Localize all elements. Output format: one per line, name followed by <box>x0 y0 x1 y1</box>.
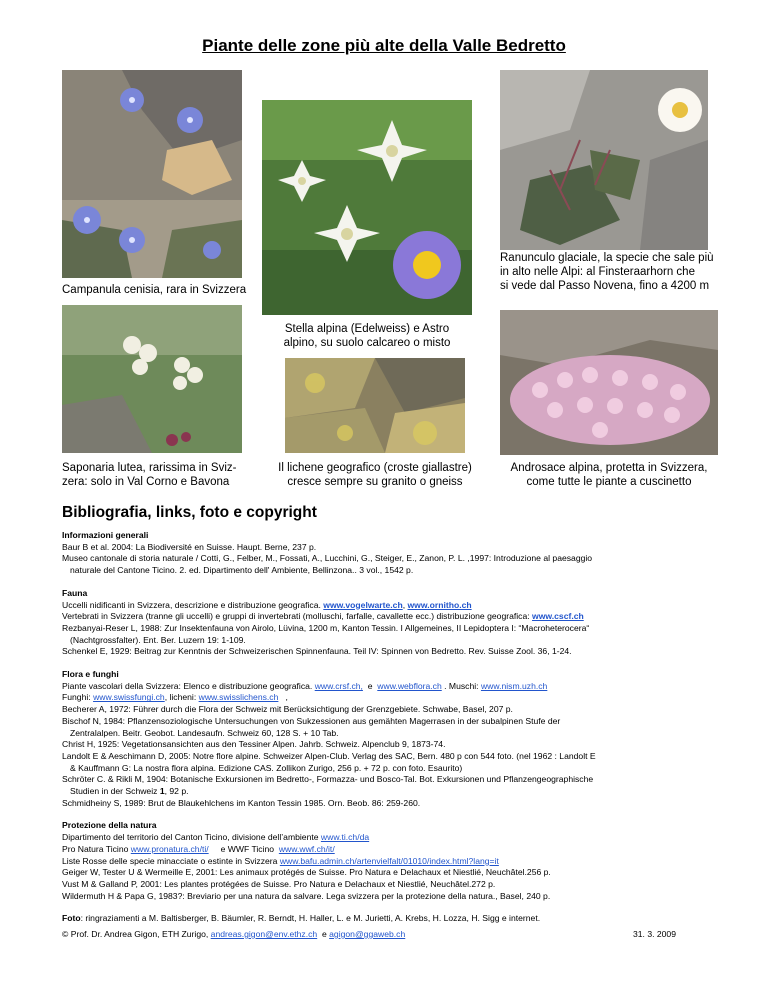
email-link-ggaweb[interactable]: agigon@ggaweb.ch <box>329 929 406 939</box>
reference <box>62 681 752 693</box>
section-fauna <box>62 588 752 658</box>
reference-continued <box>62 786 752 798</box>
reference: Schröter C. & Rikli M, 1904: Botanische Exkursionen im Bedretto-, Formazza- und Bosco-Tal. Bot. Exkursionen und Pflanzengeographische <box>62 774 594 785</box>
reference-continued: (Nachtgrossfalter). Ent. Ber. Luzern 19: 1-109. <box>70 634 246 645</box>
reference-continued: naturale del Cantone Ticino. 2. ed. Dipartimento dell' Ambiente, Bellinzona.. 3 vol., 1542 p. <box>70 565 414 576</box>
reference: Schmidheiny S, 1989: Brut de Blaukehlchens im Kanton Tessin 1985. Orn. Beob. 86: 259-260. <box>62 797 421 808</box>
androsace-caption-line2: come tutte le piante a cuscinetto <box>526 476 692 488</box>
reference: Vust M & Galland P, 2001: Les plantes protégées de Suisse. Pro Natura e Delachaux et Niestlié, Neuchâtel.272 p. <box>62 878 496 889</box>
cscf-link[interactable]: www.cscf.ch <box>532 611 584 622</box>
ranunculo-photo <box>500 70 708 250</box>
stella-caption-line2: alpino, su suolo calcareo o misto <box>283 337 451 349</box>
lichene-photo <box>285 358 465 453</box>
ti-da-link[interactable]: www.ti.ch/da <box>320 832 370 843</box>
androsace-caption <box>495 461 723 489</box>
swisslichens-link[interactable]: www.swisslichens.ch <box>198 692 279 703</box>
wwf-link[interactable]: www.wwf.ch/it/ <box>278 843 335 854</box>
photo-credits-label: Foto <box>62 913 81 924</box>
stella-caption <box>262 322 472 350</box>
reference: Baur B et al. 2004: La Biodiversité en Suisse. Haupt. Berne, 237 p. <box>62 541 317 552</box>
reference-text: . Muschi: <box>441 680 481 691</box>
nism-link[interactable]: www.nism.uzh.ch <box>480 680 548 691</box>
reference <box>62 844 752 856</box>
reference-continued: Zentralalpen. Beitr. Geobot. Landesaufn. Schweiz 60, 128 S. + 10 Tab. <box>70 727 339 738</box>
copyright-footer <box>62 929 405 939</box>
reference <box>62 611 752 623</box>
pronatura-link[interactable]: www.pronatura.ch/ti/ <box>130 843 209 854</box>
saponaria-caption-line1: Saponaria lutea, rarissima in Sviz- <box>62 462 237 474</box>
androsace-photo <box>500 310 718 455</box>
section-heading: Informazioni generali <box>62 530 149 540</box>
email-link-ethz[interactable]: andreas.gigon@env.ethz.ch <box>210 929 318 939</box>
reference: Christ H, 1925: Vegetationsansichten aus den Tessiner Alpen. Jahrb. Schweiz. Alpenclub 9, 1873-74. <box>62 739 446 750</box>
reference: Bischof N, 1984: Pflanzensoziologische Untersuchungen von Sukzessionen aus gemähten Magerrasen in der subalpinen Stufe der <box>62 715 561 726</box>
reference: Rezbanyai-Reser L, 1988: Zur Insektenfauna von Airolo, Lüvina, 1200 m, Kanton Tessin. I Allgemeines, II Lepidoptera I: “Macroheterocera“ <box>62 622 590 633</box>
lichene-caption-line2: cresce sempre su granito o gneiss <box>287 476 463 488</box>
reference-text: Funghi: <box>62 692 94 703</box>
campanula-caption: Campanula cenisia, rara in Svizzera <box>62 284 247 296</box>
ranunculo-caption <box>500 251 714 293</box>
photo-credits <box>62 913 752 925</box>
reference-text: Pro Natura Ticino <box>62 843 131 854</box>
bibliography <box>62 530 752 925</box>
reference <box>62 832 752 844</box>
reference: Wildermuth H & Papa G, 1983?: Breviario per una natura da salvare. Lega svizzera per la protezione della natura., Basel, 240 p. <box>62 890 551 901</box>
reference <box>62 692 752 704</box>
photo-credits-text: : ringraziamenti a M. Baltisberger, B. Bäumler, R. Berndt, H. Haller, L. e M. Jurietti, A. Krebs, H. Lozza, H. Sigg e internet. <box>80 913 541 924</box>
reference: Becherer A, 1972: Führer durch die Flora der Schweiz mit Berücksichtigung der Grenzgebiete. Schwabe, Basel, 207 p. <box>62 704 513 715</box>
reference-continued: & Kauffmann G: La nostra flora alpina. Edizione CAS. Zollikon Zurigo, 256 p. + 72 p. con foto. Esaurito) <box>70 762 463 773</box>
section-heading: Fauna <box>62 587 88 598</box>
reference-text: Studien in der Schweiz <box>70 786 160 797</box>
ranunculo-caption-line3: si vede dal Passo Novena, fino a 4200 m <box>500 280 710 292</box>
section-heading: Protezione della natura <box>62 820 157 831</box>
swissfungi-link[interactable]: www.swissfungi.ch <box>93 692 165 703</box>
reference-text: , licheni: <box>164 692 199 703</box>
reference-text: Liste Rosse delle specie minacciate o estinte in Svizzera <box>62 855 280 866</box>
reference-text: e WWF Ticino <box>208 843 279 854</box>
reference: Schenkel E, 1929: Beitrag zur Kenntnis der Schweizerischen Spinnenfauna. Teil IV: Spinnen von Bedretto. Rev. Suisse Zool. 36, 1-24. <box>62 646 572 657</box>
reference <box>62 856 752 868</box>
separator: , <box>402 599 408 610</box>
bibliography-heading: Bibliografia, links, foto e copyright <box>62 504 317 521</box>
reference: Landolt E & Aeschimann D, 2005: Notre flore alpine. Schweizer Alpen-Club. Verlag des SAC, Bern. 480 p con 544 foto. (nel 1962 : Landolt E <box>62 750 596 761</box>
section-flora <box>62 669 752 809</box>
stella-caption-line1: Stella alpina (Edelweiss) e Astro <box>284 323 450 335</box>
saponaria-caption-line2: zera: solo in Val Corno e Bavona <box>62 476 230 488</box>
reference-text: e <box>362 680 378 691</box>
document-date: 31. 3. 2009 <box>632 929 676 939</box>
reference-text: Piante vascolari della Svizzera: Elenco e distribuzione geografica. <box>62 680 315 691</box>
crsf-link[interactable]: www.crsf.ch, <box>314 680 363 691</box>
reference <box>62 600 752 612</box>
lichene-caption-line1: Il lichene geografico (croste giallastre) <box>278 462 472 474</box>
vogelwarte-link[interactable]: www.vogelwarte.ch <box>323 599 403 610</box>
section-protezione <box>62 820 752 902</box>
ornitho-link[interactable]: www.ornitho.ch <box>407 599 472 610</box>
separator: e <box>317 929 330 939</box>
saponaria-caption <box>62 461 237 489</box>
section-heading: Flora e funghi <box>62 669 119 680</box>
page-title: Piante delle zone più alte della Valle Bedretto <box>202 36 566 55</box>
campanula-photo <box>62 70 242 278</box>
lichene-caption <box>245 461 505 489</box>
ranunculo-caption-line2: in alto nelle Alpi: al Finsteraarhorn che <box>500 266 695 278</box>
saponaria-photo <box>62 305 242 453</box>
reference-text: Dipartimento del territorio del Canton Ticino, divisione dell’ambiente <box>62 832 321 843</box>
section-informazioni <box>62 530 752 577</box>
reference: Museo cantonale di storia naturale / Cotti, G., Felber, M., Fossati, A., Lucchini, G., Steiger, E., Zanon, P. L. ,1997: Introduzione al paesaggio <box>62 553 593 564</box>
androsace-caption-line1: Androsace alpina, protetta in Svizzera, <box>510 462 708 474</box>
reference-text: , <box>278 692 288 703</box>
reference-text: Uccelli nidificanti in Svizzera, descrizione e distribuzione geografica. <box>62 599 324 610</box>
webflora-link[interactable]: www.webflora.ch <box>377 680 442 691</box>
reference-text: , 92 p. <box>164 786 189 797</box>
ranunculo-caption-line1: Ranunculo glaciale, la specie che sale più <box>500 252 714 264</box>
bafu-link[interactable]: www.bafu.admin.ch/artenvielfalt/01010/index.html?lang=it <box>279 855 499 866</box>
reference: Geiger W, Tester U & Wermeille E, 2001: Les animaux protégés de Suisse. Pro Natura e Delachaux et Niestlié, Neuchâtel.256 p. <box>62 867 551 878</box>
copyright-text: © Prof. Dr. Andrea Gigon, ETH Zurigo, <box>62 929 211 939</box>
reference-text: Vertebrati in Svizzera (tranne gli uccelli) e gruppi di invertebrati (molluschi, farfalle, cavallette ecc.) distribuzione geografica: <box>62 611 533 622</box>
volume-number: 1 <box>159 786 165 797</box>
edelweiss-photo <box>262 100 472 315</box>
